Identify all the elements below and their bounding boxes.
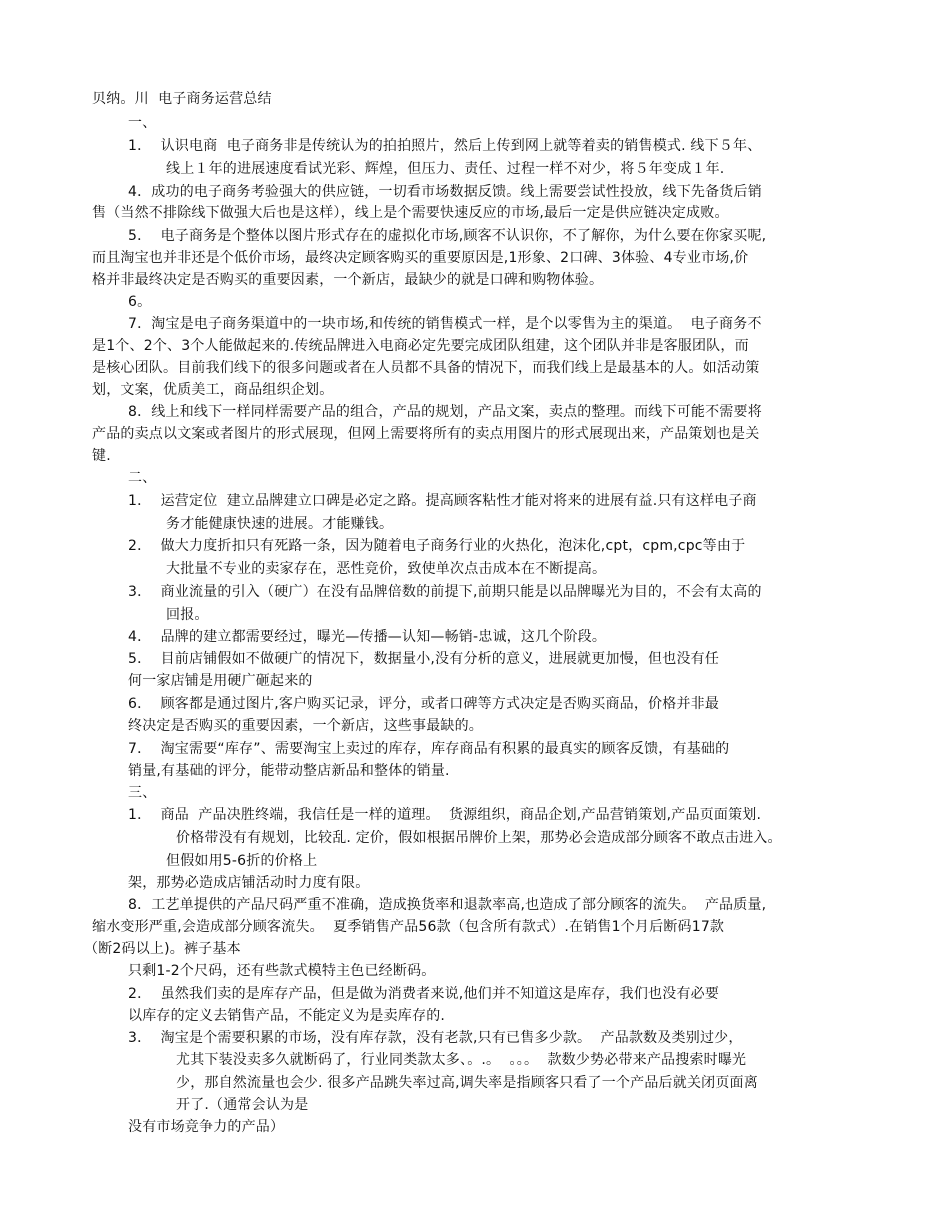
- text-line: 务才能健康快速的进展。才能赚钱。: [166, 516, 394, 532]
- text-line: 销量,有基础的评分，能带动整店新品和整体的销量.: [128, 763, 450, 779]
- text-line: 4． 品牌的建立都需要经过，曝光—传播—认知—畅销-忠诚，这几个阶段。: [128, 629, 607, 645]
- text-line: 1． 运营定位 建立品牌建立口碑是必定之路。提高顾客粘性才能对将来的进展有益.只有这样电子商: [128, 493, 757, 509]
- text-line: 键.: [92, 448, 111, 464]
- text-line: 3． 商业流量的引入（硬广）在没有品牌倍数的前提下,前期只能是以品牌曝光为目的，不会有太高的: [128, 584, 762, 600]
- text-line: 7． 淘宝需要“库存”、需要淘宝上卖过的库存，库存商品有积累的最真实的顾客反馈，有基础的: [128, 741, 730, 757]
- text-line: 1． 认识电商 电子商务非是传统认为的拍拍照片，然后上传到网上就等着卖的销售模式. 线下５年、: [128, 138, 762, 154]
- text-line: 大批量不专业的卖家存在，恶性竞价，致使单次点击成本在不断提高。: [166, 561, 607, 577]
- text-line: 开了.（通常会认为是: [176, 1097, 309, 1113]
- text-line: 售（当然不排除线下做强大后也是这样），线上是个需要快速反应的市场,最后一定是供应链决定成败。: [92, 205, 729, 221]
- text-line: 是1个、2个、3个人能做起来的.传统品牌进入电商必定先要完成团队组建，这个团队并非是客服团队，而: [92, 338, 749, 354]
- text-line: 2． 虽然我们卖的是库存产品，但是做为消费者来说,他们并不知道这是库存，我们也没有必要: [128, 986, 720, 1002]
- text-line: 少，那自然流量也会少. 很多产品跳失率过高,调失率是指顾客只看了一个产品后就关闭页面离: [176, 1075, 758, 1091]
- text-line: 是核心团队。目前我们线下的很多问题或者在人员都不具备的情况下，而我们线上是最基本的人。如活动策: [92, 360, 760, 376]
- text-line: 6。: [128, 294, 152, 310]
- text-line: 尤其下装没卖多久就断码了，行业同类款太多、。.。 。。。 款数少势必带来产品搜索时曝光: [176, 1052, 747, 1068]
- text-line: 以库存的定义去销售产品，不能定义为是卖库存的.: [128, 1008, 446, 1024]
- section-heading-3: 三、: [128, 785, 157, 801]
- text-line: 5． 电子商务是个整体以图片形式存在的虚拟化市场,顾客不认识你，不了解你，为什么要在你家买呢,: [128, 228, 767, 244]
- text-line: 产品的卖点以文案或者图片的形式展现，但网上需要将所有的卖点用图片的形式展现出来，产品策划也是关: [92, 426, 760, 442]
- text-line: 回报。: [166, 607, 209, 623]
- document-title: 贝纳。川 电子商务运营总结: [92, 91, 272, 107]
- text-line: 终决定是否购买的重要因素，一个新店，这些事最缺的。: [128, 718, 483, 734]
- text-line: 2． 做大力度折扣只有死路一条，因为随着电子商务行业的火热化，泡沫化,cpt，cpm,cpc等由于: [128, 538, 746, 554]
- text-line: 8．工艺单提供的产品尺码严重不准确，造成换货率和退款率高,也造成了部分顾客的流失。 产品质量,: [128, 897, 767, 913]
- text-line: 格并非最终决定是否购买的重要因素，一个新店，最缺少的就是口碑和购物体验。: [92, 272, 604, 288]
- text-line: 只剩1-2个尺码，还有些款式模特主色已经断码。: [128, 963, 436, 979]
- text-line: 4．成功的电子商务考验强大的供应链，一切看市场数据反馈。线上需要尝试性投放，线下先备货后销: [128, 184, 762, 200]
- text-line: 而且淘宝也并非还是个低价市场，最终决定顾客购买的重要原因是,1形象、2口碑、3体验、4专业市场,价: [92, 250, 749, 266]
- text-line: 3． 淘宝是个需要积累的市场，没有库存款，没有老款,只有已售多少款。 产品款数及类别过少，: [128, 1030, 743, 1046]
- section-heading-2: 二、: [128, 470, 157, 486]
- text-line: 何一家店铺是用硬广砸起来的: [128, 673, 313, 689]
- text-line: 缩水变形严重,会造成部分顾客流失。 夏季销售产品56款（包含所有款式）.在销售1个月后断码17款: [92, 919, 725, 935]
- text-line: 5． 目前店铺假如不做硬广的情况下，数据量小,没有分析的意义，进展就更加慢，但也没有任: [128, 651, 720, 667]
- text-line: 划，文案，优质美工，商品组织企划。: [92, 382, 334, 398]
- text-line: 架，那势必造成店铺活动时力度有限。: [128, 875, 370, 891]
- text-line: 但假如用5-6折的价格上: [166, 853, 318, 869]
- text-line: 1． 商品 产品决胜终端，我信任是一样的道理。 货源组织，商品企划,产品营销策划,产品页面策划.: [128, 807, 762, 823]
- text-line: 8．线上和线下一样同样需要产品的组合，产品的规划，产品文案，卖点的整理。而线下可能不需要将: [128, 404, 762, 420]
- text-line: 7．淘宝是电子商务渠道中的一块市场,和传统的销售模式一样，是个以零售为主的渠道。 电子商务不: [128, 316, 762, 332]
- section-heading-1: 一、: [128, 115, 157, 131]
- text-line: 6． 顾客都是通过图片,客户购买记录，评分，或者口碑等方式决定是否购买商品，价格并非最: [128, 696, 720, 712]
- text-line: 没有市场竞争力的产品）: [128, 1119, 285, 1135]
- text-line: 线上１年的进展速度看试光彩、辉煌，但压力、责任、过程一样不对少，将５年变成１年.: [166, 161, 725, 177]
- text-line: 价格带没有有规划，比较乱. 定价，假如根据吊牌价上架，那势必会造成部分顾客不敢点击进入。: [176, 830, 782, 846]
- text-line: （断2码以上)。裤子基本: [84, 941, 241, 957]
